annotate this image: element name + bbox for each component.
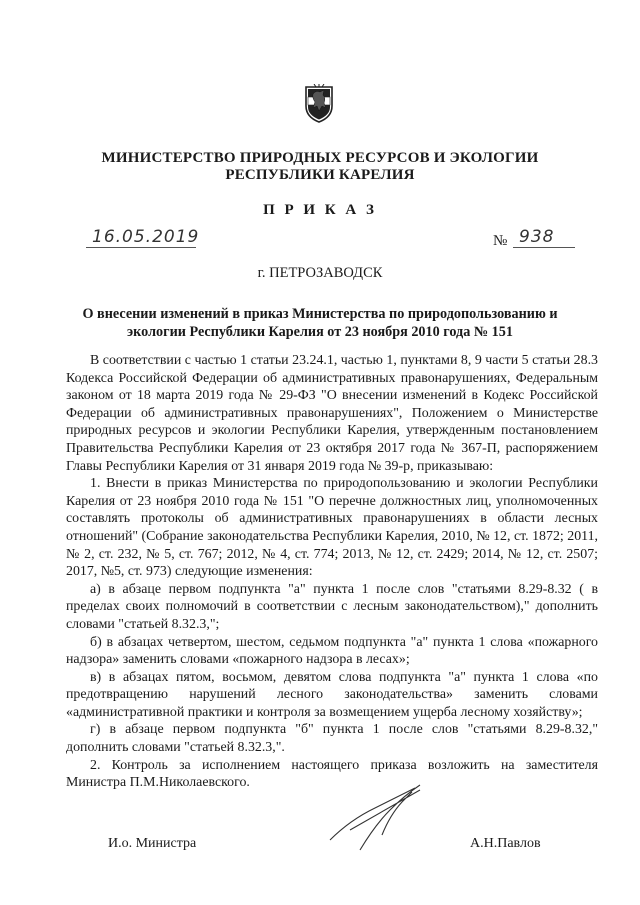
clause-2: 2. Контроль за исполнением настоящего приказа возложить на заместителя Министра П.М.Николаевского.: [66, 757, 598, 791]
subclause-v: в) в абзацах пятом, восьмом, девятом слова подпункта "а" пункта 1 слова «по предотвращению нарушений лесного законодательства» заменить словами «административной практики и контроля за возмещением ущерба лесному хозяйству»;: [66, 669, 598, 720]
order-date: 16.05.2019: [92, 227, 200, 247]
preamble: В соответствии с частью 1 статьи 23.24.1, частью 1, пунктами 8, 9 части 5 статьи 28.3 Кодекса Российской Федерации об административных правонарушениях, Федеральным законом от 18 марта 2019 года № 29-ФЗ "О внесении изменений в Кодекс Российской Федерации об административных правонарушениях", Положением о Министерстве природных ресурсов и экологии Республики Карелия, утвержденным постановлением Правительства Республики Карелия от 23 октября 2017 года № 367-П, распоряжением Главы Республики Карелия от 31 января 2019 года № 39-р, приказываю:: [66, 353, 598, 474]
handwritten-signature: [320, 780, 440, 855]
city: г. ПЕТРОЗАВОДСК: [257, 265, 383, 281]
date-underline: [86, 247, 196, 248]
order-subject: О внесении изменений в приказ Министерства по природопользованию и экологии Республики Карелия от 23 ноября 2010 года № 151: [82, 306, 558, 340]
document-type: П Р И К А З: [263, 202, 377, 218]
signer-name: А.Н.Павлов: [470, 836, 541, 851]
clause-1: 1. Внести в приказ Министерства по природопользованию и экологии Республики Карелия от 23 ноября 2010 года № 151 "О перечне должностных лиц, уполномоченных составлять протоколы об административных правонарушениях в области лесных отношений" (Собрание законодательства Республики Карелия, 2010, № 12, ст. 1872; 2011, № 2, ст. 232, № 5, ст. 767; 2012, № 4, ст. 774; 2013, № 12, ст. 2429; 2014, № 12, ст. 2507; 2017, №5, ст. 973) следующие изменения:: [66, 476, 598, 580]
signer-position: И.о. Министра: [108, 836, 197, 851]
subclause-a: а) в абзаце первом подпункта "а" пункта 1 после слов "статьями 8.29-8.32 ( в пределах своих полномочий в соответствии с лесным законодательством)," дополнить словами "статьей 8.32.3,";: [66, 581, 598, 632]
number-label: №: [493, 233, 508, 249]
number-underline: [513, 247, 575, 248]
subclause-g: г) в абзаце первом подпункта "б" пункта 1 после слов "статьями 8.29-8.32," дополнить словами "статьей 8.32.3,".: [66, 722, 598, 756]
coat-of-arms-icon: [302, 84, 336, 124]
order-body: [66, 352, 598, 792]
ministry-name-line2: РЕСПУБЛИКИ КАРЕЛИЯ: [225, 167, 415, 183]
order-number: 938: [519, 227, 555, 247]
ministry-name-line1: МИНИСТЕРСТВО ПРИРОДНЫХ РЕСУРСОВ И ЭКОЛОГИИ: [101, 150, 539, 166]
subclause-b: б) в абзацах четвертом, шестом, седьмом подпункта "а" пункта 1 слова «пожарного надзора» заменить словами «пожарного надзора в лесах»;: [66, 634, 598, 668]
